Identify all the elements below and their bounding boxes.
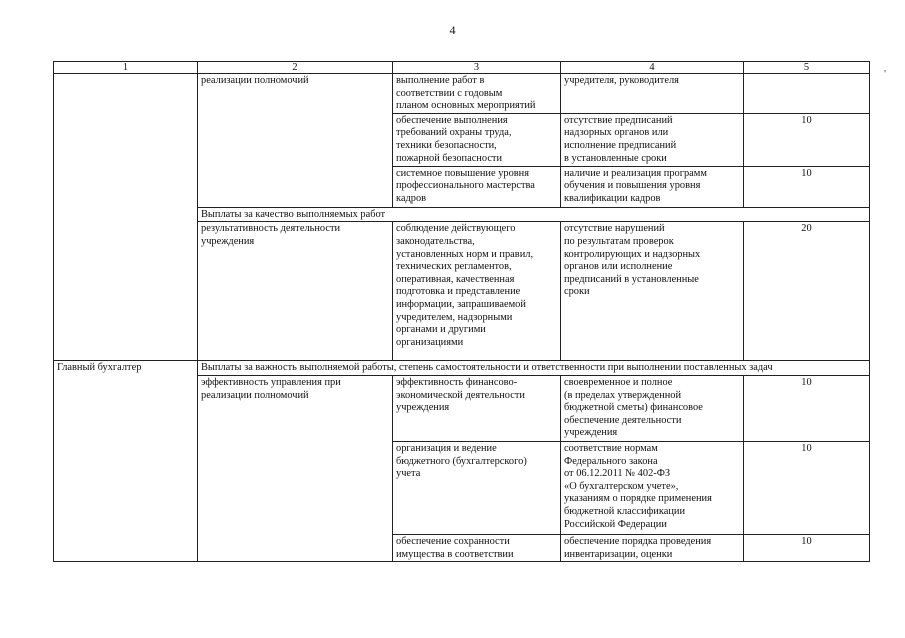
header-col-4: 4 <box>561 62 744 74</box>
text-line: отсутствие предписаний <box>564 114 673 126</box>
text-line: реализации полномочий <box>201 389 309 401</box>
text-line: соответствии с годовым <box>396 87 503 99</box>
text-line: бюджетного (бухгалтерского) <box>396 455 527 467</box>
criterion-name: реализации полномочий <box>201 75 309 86</box>
text-line: учета <box>396 468 421 480</box>
text-line: законодательства, <box>396 235 475 247</box>
text-line: экономической деятельности <box>396 389 525 401</box>
text-line: подготовка и представление <box>396 286 521 298</box>
text-line: обучения и повышения уровня <box>564 180 701 192</box>
indicator-cell <box>393 74 561 114</box>
text-line: по результатам проверок <box>564 235 674 247</box>
text-line: профессионального мастерства <box>396 180 535 192</box>
indicator-cell <box>393 534 561 561</box>
text-line: своевременное и полное <box>564 376 673 388</box>
text-line: обеспечение выполнения <box>396 114 508 126</box>
text-line: установленных норм и правил, <box>396 248 534 260</box>
text-line: планом основных мероприятий <box>396 100 536 112</box>
condition-cell <box>561 441 744 534</box>
header-col-3: 3 <box>393 62 561 74</box>
text-line: обеспечение порядка проведения <box>564 535 712 547</box>
condition-cell <box>561 166 744 207</box>
table-header-row <box>54 62 870 74</box>
text-line: учреждения <box>396 402 450 414</box>
text-line: системное повышение уровня <box>396 167 530 179</box>
points-cell <box>744 74 870 114</box>
text-line: соответствие нормам <box>564 442 658 454</box>
text-line: учреждения <box>564 427 618 439</box>
text-line: предписаний в установленные <box>564 273 699 285</box>
text-line: наличие и реализация программ <box>564 167 707 179</box>
text-line: информации, запрашиваемой <box>396 298 526 310</box>
points-cell: 10 <box>744 113 870 166</box>
text-line: квалификации кадров <box>564 192 661 204</box>
section-heading-quality: Выплаты за качество выполняемых работ <box>198 207 870 222</box>
points-cell: 10 <box>744 441 870 534</box>
criterion-name-cell <box>198 222 393 361</box>
text-line: технических регламентов, <box>396 261 512 273</box>
text-line: учредителя, руководителя <box>564 75 679 86</box>
text-line: оперативная, качественная <box>396 273 515 285</box>
section-heading-importance: Выплаты за важность выполняемой работы, степень самостоятельности и ответственности при выполнении поставленных задач <box>198 361 870 376</box>
text-line: бюджетной сметы) финансовое <box>564 402 703 414</box>
indicator-cell <box>393 375 561 441</box>
table-row <box>54 74 870 114</box>
criterion-name-cell <box>198 74 393 208</box>
text-line: учреждения <box>201 235 255 247</box>
position-cell-empty <box>54 74 198 361</box>
text-line: техники безопасности, <box>396 139 497 151</box>
text-line: отсутствие нарушений <box>564 223 665 235</box>
text-line: соблюдение действующего <box>396 223 516 235</box>
indicator-cell <box>393 166 561 207</box>
condition-cell <box>561 222 744 361</box>
points-cell: 10 <box>744 375 870 441</box>
text-line: организациями <box>396 336 464 348</box>
text-line: «О бухгалтерском учете», <box>564 480 679 492</box>
text-line: эффективность финансово- <box>396 376 518 388</box>
text-line: от 06.12.2011 № 402-ФЗ <box>564 468 671 480</box>
text-line: в установленные сроки <box>564 152 667 164</box>
criterion-name-cell <box>198 375 393 561</box>
page-number: 4 <box>449 23 456 37</box>
text-line: обеспечение деятельности <box>564 414 682 426</box>
header-col-1: 1 <box>54 62 198 74</box>
points-cell: 10 <box>744 166 870 207</box>
indicator-cell <box>393 441 561 534</box>
condition-cell <box>561 375 744 441</box>
condition-cell <box>561 534 744 561</box>
text-line: бюджетной классификации <box>564 505 686 517</box>
text-line: организация и ведение <box>396 442 497 454</box>
text-line: имущества в соответствии <box>396 548 514 560</box>
position-cell <box>54 361 198 562</box>
text-line: исполнение предписаний <box>564 139 677 151</box>
text-line: надзорных органов или <box>564 127 669 139</box>
text-line: кадров <box>396 192 427 204</box>
header-col-5: 5 <box>744 62 870 74</box>
position-name: Главный бухгалтер <box>57 362 142 374</box>
indicator-cell <box>393 222 561 361</box>
text-line: обеспечение сохранности <box>396 535 510 547</box>
text-line: Федерального закона <box>564 455 658 467</box>
text-line: инвентаризации, оценки <box>564 548 673 560</box>
text-line: органами и другими <box>396 324 486 336</box>
text-line: выполнение работ в <box>396 75 485 86</box>
condition-cell <box>561 113 744 166</box>
text-line: Российской Федерации <box>564 518 667 530</box>
points-cell: 20 <box>744 222 870 361</box>
scan-mark: ' <box>884 68 886 80</box>
text-line: контролирующих и надзорных <box>564 248 701 260</box>
condition-cell <box>561 74 744 114</box>
criteria-table <box>53 61 870 562</box>
points-cell: 10 <box>744 534 870 561</box>
header-col-2: 2 <box>198 62 393 74</box>
text-line: результативность деятельности <box>201 223 341 235</box>
text-line: (в пределах утвержденной <box>564 389 682 401</box>
text-line: органов или исполнение <box>564 261 673 273</box>
indicator-cell <box>393 113 561 166</box>
section-row <box>54 361 870 376</box>
text-line: пожарной безопасности <box>396 152 503 164</box>
text-line: учредителем, надзорными <box>396 311 513 323</box>
text-line: эффективность управления при <box>201 376 341 388</box>
text-line: требований охраны труда, <box>396 127 512 139</box>
text-line: сроки <box>564 286 590 298</box>
text-line: указаниям о порядке применения <box>564 493 712 505</box>
